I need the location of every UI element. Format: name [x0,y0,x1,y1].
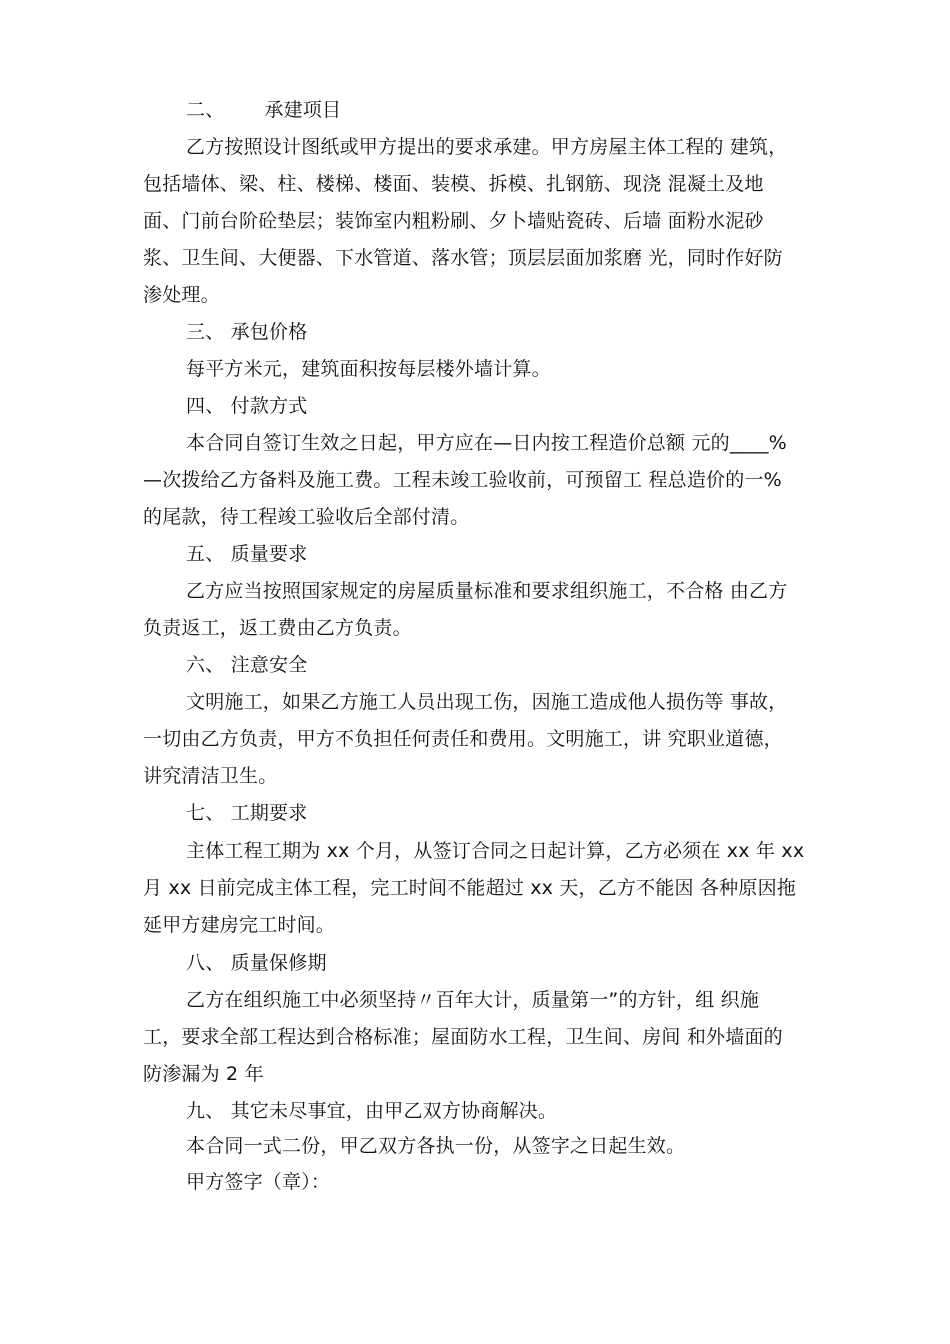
closing-statement: 本合同一式二份，甲乙双方各执一份，从签字之日起生效。 [186,1135,686,1157]
section-5-heading: 五、 质量要求 [186,543,308,565]
section-4-heading: 四、 付款方式 [186,395,308,417]
section-7-heading: 七、 工期要求 [186,802,308,824]
section-2-heading [186,97,886,123]
section-9-heading: 九、 其它未尽事宜，由甲乙双方协商解决。 [186,1100,558,1122]
section-5-paragraph-line-1: 乙方应当按照国家规定的房屋质量标准和要求组织施工，不合格 由乙方 [186,580,788,602]
party-a-signature-label: 甲方签字（章）： [186,1171,331,1193]
section-3-heading: 三、 承包价格 [186,321,308,343]
section-7-paragraph-line-3: 延甲方建房完工时间。 [143,914,336,936]
section-2-heading-number: 二、 [186,99,225,121]
section-7-paragraph-line-1: 主体工程工期为 xx 个月，从签订合同之日起计算，乙方必须在 xx 年 xx [186,840,805,862]
section-8-paragraph-line-2: 工，要求全部工程达到合格标准；屋面防水工程，卫生间、房间 和外墙面的 [143,1026,783,1048]
section-2-paragraph-line-3: 面、门前台阶砼垫层；装饰室内粗粉刷、夕卜墙贴瓷砖、后墙 面粉水泥砂 [143,210,764,232]
section-2-paragraph-line-4: 浆、卫生间、大便器、下水管道、落水管；顶层层面加浆磨 光，同时作好防 [143,247,783,269]
section-8-paragraph-line-1: 乙方在组织施工中必须坚持〃百年大计，质量第一”的方针，组 织施 [186,989,760,1011]
section-6-paragraph-line-1: 文明施工，如果乙方施工人员出现工伤，因施工造成他人损伤等 事故， [186,691,788,713]
section-6-heading: 六、 注意安全 [186,654,308,676]
section-2-paragraph-line-2: 包括墙体、梁、柱、楼梯、楼面、装模、拆模、扎钢筋、现浇 混凝土及地 [143,173,764,195]
section-6-paragraph-line-3: 讲究清洁卫生。 [143,765,278,787]
section-8-heading: 八、 质量保修期 [186,952,327,974]
section-7-paragraph-line-2: 月 xx 日前完成主体工程，完工时间不能超过 xx 天，乙方不能因 各种原因拖 [143,877,796,899]
section-4-paragraph-line-1: 本合同自签订生效之日起，甲方应在—日内按工程造价总额 元的____% [186,432,787,454]
section-2-paragraph-line-1: 乙方按照设计图纸或甲方提出的要求承建。甲方房屋主体工程的 建筑， [186,136,788,158]
section-4-paragraph-line-3: 的尾款，待工程竣工验收后全部付清。 [143,506,470,528]
section-8-paragraph-line-3: 防渗漏为 2 年 [143,1063,264,1085]
section-2-heading-title: 承建项目 [264,99,342,121]
section-3-paragraph: 每平方米元，建筑面积按每层楼外墙计算。 [186,358,551,380]
section-6-paragraph-line-2: 一切由乙方负责，甲方不负担任何责任和费用。文明施工，讲 究职业道德， [143,728,783,750]
section-4-paragraph-line-2: —次拨给乙方备料及施工费。工程未竣工验收前，可预留工 程总造价的一% [143,469,782,491]
section-5-paragraph-line-2: 负责返工，返工费由乙方负责。 [143,617,412,639]
section-2-paragraph-line-5: 渗处理。 [143,284,220,306]
